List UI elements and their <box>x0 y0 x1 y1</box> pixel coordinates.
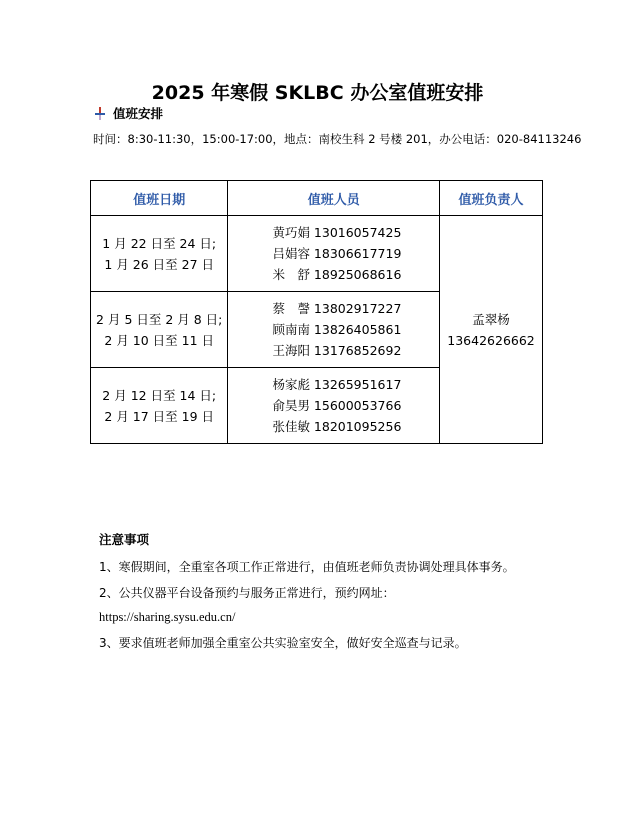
staff-entry: 吕娟容 18306617719 <box>272 246 402 261</box>
date-line: 2 月 10 日至 11 日 <box>104 332 215 348</box>
duty-staff-cell <box>228 216 440 292</box>
date-line: 1 月 22 日至 24 日; <box>102 235 217 251</box>
notes-item: 1、寒假期间，全重室各项工作正常进行，由值班老师负责协调处理具体事务。 <box>99 560 515 574</box>
notes-section <box>99 530 515 660</box>
pushpin-icon <box>93 106 107 120</box>
notes-item: 3、要求值班老师加强全重室公共实验室安全，做好安全巡查与记录。 <box>99 636 467 650</box>
staff-entry: 蔡 謦 13802917227 <box>272 301 402 316</box>
table-row <box>91 216 543 292</box>
table-header-row <box>91 181 543 216</box>
header-duty-date: 值班日期 <box>91 181 228 216</box>
page-title: 2025 年寒假 SKLBC 办公室值班安排 <box>151 82 484 104</box>
staff-entry: 黄巧娟 13016057425 <box>272 225 402 240</box>
staff-entry: 王海阳 13176852692 <box>272 343 402 358</box>
date-line: 2 月 12 日至 14 日; <box>102 387 217 403</box>
staff-entry: 俞昊男 15600053766 <box>272 398 402 413</box>
duty-info-line: 时间：8:30-11:30，15:00-17:00，地点：南校生科 2 号楼 201，办公电话：020-84113246 <box>93 132 582 146</box>
notes-title: 注意事项 <box>99 532 150 547</box>
duty-staff-cell <box>228 292 440 368</box>
duty-staff-cell <box>228 368 440 444</box>
notes-item: 2、公共仪器平台设备预约与服务正常进行，预约网址： <box>99 586 395 600</box>
section-heading <box>93 104 163 122</box>
date-line: 2 月 17 日至 19 日 <box>104 408 215 424</box>
date-line: 2 月 5 日至 2 月 8 日; <box>96 311 223 327</box>
section-heading-label: 值班安排 <box>113 106 164 121</box>
date-line: 1 月 26 日至 27 日 <box>104 256 215 272</box>
header-duty-lead: 值班负责人 <box>440 181 543 216</box>
header-duty-staff: 值班人员 <box>228 181 440 216</box>
duty-lead-cell <box>440 216 543 444</box>
lead-phone: 13642626662 <box>447 332 535 348</box>
duty-schedule-table <box>90 180 543 444</box>
staff-entry: 顾南南 13826405861 <box>272 322 402 337</box>
booking-url-link[interactable]: https://sharing.sysu.edu.cn/ <box>99 610 236 624</box>
lead-name: 孟翠杨 <box>472 311 510 327</box>
staff-entry: 张佳敏 18201095256 <box>272 419 402 434</box>
duty-date-cell <box>91 368 228 444</box>
duty-date-cell <box>91 292 228 368</box>
staff-entry: 米 舒 18925068616 <box>272 267 402 282</box>
staff-entry: 杨家彪 13265951617 <box>272 377 402 392</box>
duty-date-cell <box>91 216 228 292</box>
